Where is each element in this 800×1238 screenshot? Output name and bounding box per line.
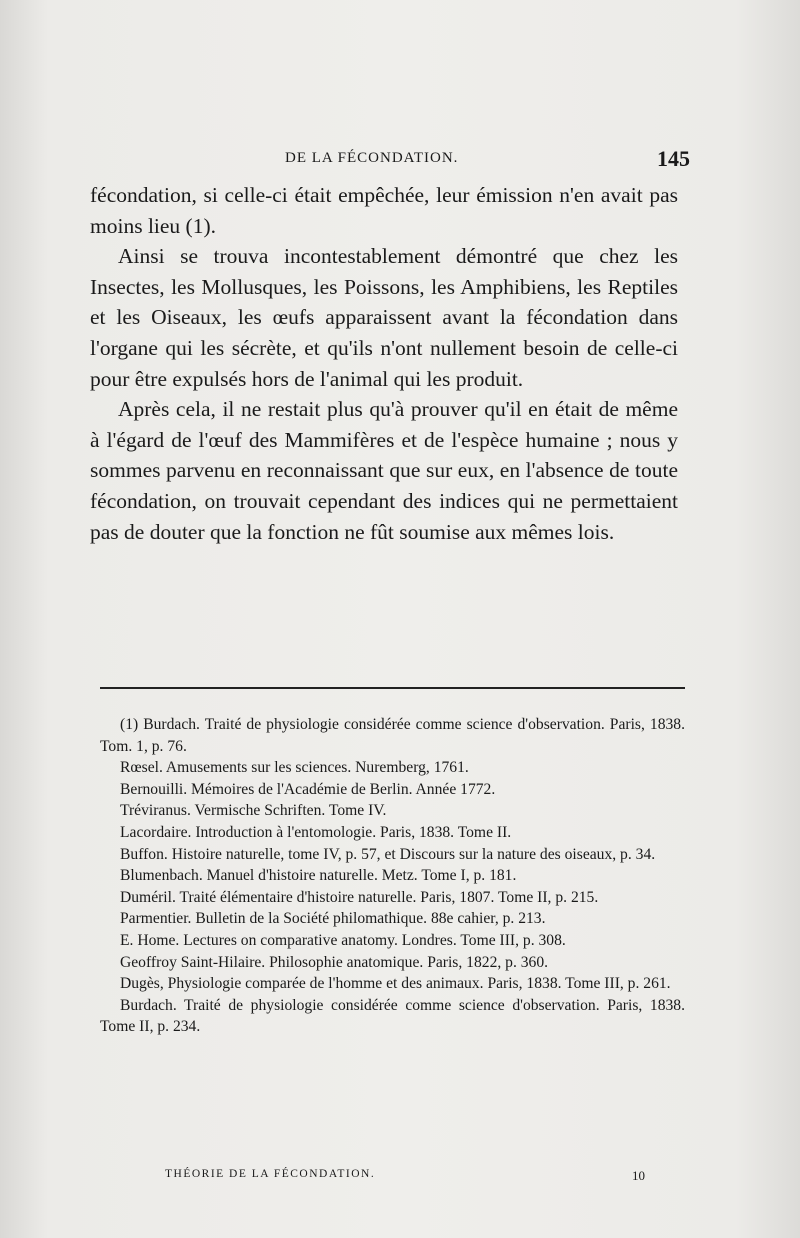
- footnote: Burdach. Traité de physiologie considérée comme science d'observation. Paris, 1838. Tome II, p. 234.: [100, 996, 685, 1036]
- footnote: Buffon. Histoire naturelle, tome IV, p. 57, et Discours sur la nature des oiseaux, p. 34.: [120, 845, 656, 863]
- paragraph: fécondation, si celle-ci était empêchée, leur émission n'en avait pas moins lieu (1).: [90, 183, 678, 238]
- paragraph: Après cela, il ne restait plus qu'à prouver qu'il en était de même à l'égard de l'œuf des Mammifères et de l'espèce humaine ; nous y sommes parvenu en reconnaissant que sur eux, en l'absence de toute fécondation, on trouvait cependant des indices qui ne permettaient pas de douter que la fonction ne fût soumise aux mêmes lois.: [90, 397, 678, 544]
- footnote: Rœsel. Amusements sur les sciences. Nuremberg, 1761.: [120, 759, 469, 777]
- page-header: [90, 146, 690, 176]
- footnotes: [100, 714, 685, 1038]
- footnote: Bernouilli. Mémoires de l'Académie de Berlin. Année 1772.: [120, 780, 496, 798]
- footnote: Geoffroy Saint-Hilaire. Philosophie anatomique. Paris, 1822, p. 360.: [120, 953, 549, 971]
- footnote: Blumenbach. Manuel d'histoire naturelle. Metz. Tome I, p. 181.: [120, 867, 517, 885]
- signature-mark: THÉORIE DE LA FÉCONDATION.: [165, 1168, 376, 1180]
- footnote: Lacordaire. Introduction à l'entomologie. Paris, 1838. Tome II.: [120, 823, 512, 841]
- body-text: [90, 180, 678, 547]
- footnote-separator: [100, 687, 685, 689]
- footnote: Duméril. Traité élémentaire d'histoire naturelle. Paris, 1807. Tome II, p. 215.: [120, 888, 599, 906]
- page-footer: [165, 1168, 645, 1188]
- paragraph: Ainsi se trouva incontestablement démontré que chez les Insectes, les Mollusques, les Poissons, les Amphibiens, les Reptiles et les Oiseaux, les œufs apparaissent avant la fécondation dans l'organe qui les sécrète, et qu'ils n'ont nullement besoin de celle-ci pour être expulsés hors de l'animal qui les produit.: [90, 244, 678, 391]
- footnote: E. Home. Lectures on comparative anatomy. Londres. Tome III, p. 308.: [120, 931, 566, 949]
- footnote: (1) Burdach. Traité de physiologie considérée comme science d'observation. Paris, 1838. Tom. 1, p. 76.: [100, 716, 685, 755]
- footnote: Dugès, Physiologie comparée de l'homme et des animaux. Paris, 1838. Tome III, p. 261.: [120, 975, 671, 993]
- page-number: 145: [657, 146, 690, 171]
- sheet-number: 10: [632, 1168, 645, 1183]
- footnote: Tréviranus. Vermische Schriften. Tome IV.: [120, 802, 387, 820]
- footnote: Parmentier. Bulletin de la Société philomathique. 88e cahier, p. 213.: [120, 910, 546, 928]
- running-title: DE LA FÉCONDATION.: [285, 150, 459, 166]
